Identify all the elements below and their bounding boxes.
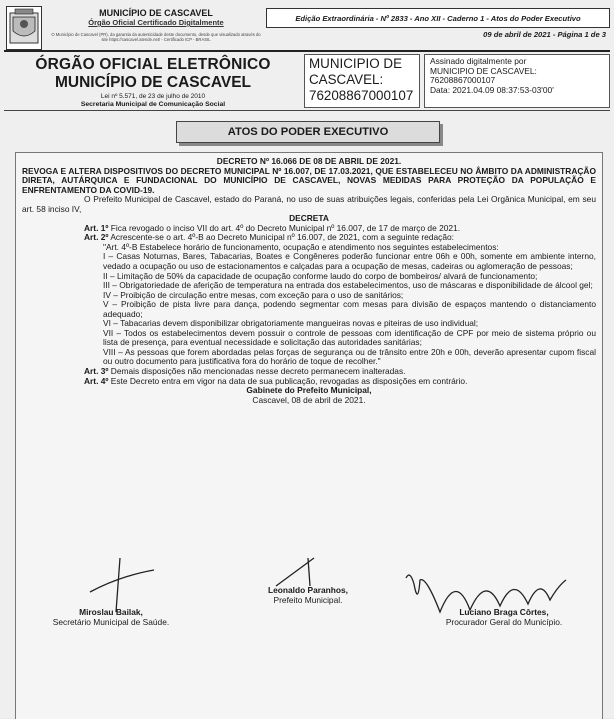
decreta-heading: DECRETA xyxy=(289,213,329,224)
article-text: Demais disposições não mencionadas nesse decreto permanecem inalteradas. xyxy=(110,366,406,377)
health-secretary-signature xyxy=(28,607,194,627)
inciso-item: IV – Proibição de circulação entre mesas, com exceção para o uso de sanitários; xyxy=(103,289,404,300)
inciso-item: III – Obrigatoriedade de aferição de temperatura na entrada dos estabelecimentos, uso de máscaras e disponibilidade de álcool gel; xyxy=(103,280,593,291)
orgao-title-line1: ÓRGÃO OFICIAL ELETRÔNICO xyxy=(35,56,271,73)
inciso-item: I – Casas Noturnas, Bares, Tabacarias, Boates e Congêneres poderão funcionar entre 06h e 00h, somente em ambiente interno, vedado a ocupação ou uso de estacionamentos e calçadas para a ocupação de mesas, cadeiras ou aglomeração de pessoas; xyxy=(103,251,596,272)
signature-line: 76208867000107 xyxy=(430,75,496,85)
inciso-item: VII – Todos os estabelecimentos devem possuir o controle de pessoas com identificação de CPF por meio de sistema próprio ou lista de presença, para eventual necessidade e solicitação das autoridades sanitárias; xyxy=(103,327,596,348)
section-title: ATOS DO PODER EXECUTIVO xyxy=(176,121,440,143)
edition-banner: Edição Extraordinária - Nº 2833 - Ano XII - Caderno 1 - Atos do Poder Executivo xyxy=(266,8,610,28)
article-text: Fica revogado o inciso VII do art. 4º do Decreto Municipal nº 16.007, de 17 de março de 2021. xyxy=(110,222,461,233)
signer-line: 76208867000107 xyxy=(309,88,414,103)
article-label: Art. 3º xyxy=(84,366,109,377)
signer-line: CASCAVEL: xyxy=(309,72,384,87)
law-reference: Lei nº 5.571, de 23 de julho de 2010 xyxy=(100,93,206,100)
city-coat-of-arms-icon xyxy=(6,6,42,50)
attorney-signature xyxy=(420,607,588,627)
inciso-item: VIII – As pessoas que forem abordadas pelas forças de segurança ou de trânsito entre 20h e 00h, deverão apresentar cupom fiscal ou outro documento para justificativa fora do horário de toque de recolher." xyxy=(103,346,596,367)
decree-preamble: O Prefeito Municipal de Cascavel, estado do Paraná, no uso de suas atribuições legais, conferidas pela Lei Orgânica Municipal, em seu art. 58 inciso IV, xyxy=(22,194,596,214)
signature-line: Data: 2021.04.09 08:37:53-03'00' xyxy=(430,84,554,95)
authenticity-note: O Município de Cascavel (PR), da garantia da autenticidade deste documento, desde que visualizado através do site https://cascavel.atende.net/ - Certificado ICP - BRASIL xyxy=(51,32,261,42)
decree-body xyxy=(22,157,596,405)
signatory-name: Miroslau Bailak, xyxy=(79,607,143,617)
municipality-name: MUNICÍPIO DE CASCAVEL xyxy=(99,8,213,18)
article-4b: "Art. 4º-B Estabelece horário de funcionamento, ocupação e atendimento nos seguintes estabelecimentos: xyxy=(103,241,499,252)
signature-line: Assinado digitalmente por xyxy=(430,56,527,66)
article-text: Acrescente-se o art. 4º-B ao Decreto Municipal nº 16.007, de 2021, com a seguinte redação: xyxy=(110,232,454,243)
signatory-role: Secretário Municipal de Saúde. xyxy=(52,617,170,627)
masthead-divider xyxy=(4,110,610,111)
place-date: Cascavel, 08 de abril de 2021. xyxy=(252,394,366,405)
header-divider xyxy=(4,50,610,52)
article-label: Art. 4º xyxy=(84,375,109,386)
mayor-signature xyxy=(226,585,390,605)
inciso-item: V – Proibição de pista livre para dança, podendo segmentar com mesas para divisão de espaços mantendo o distanciamento adequado; xyxy=(103,299,596,319)
decree-ementa: REVOGA E ALTERA DISPOSITIVOS DO DECRETO MUNICIPAL Nº 16.007, DE 17.03.2021, QUE ESTABELECEU NO ÂMBITO DA ADMINISTRAÇÃO DIRETA, AUTÁRQUICA E FUNDACIONAL DO MUNICÍPIO DE CASCAVEL, NOVAS MEDIDAS PARA PROTEÇÃO DA POPULAÇÃO E ENFRENTAMENTO DA COVID-19. xyxy=(22,165,596,195)
certified-link[interactable]: Órgão Oficial Certificado Digitalmente xyxy=(88,18,224,27)
orgao-title-line2: MUNICÍPIO DE CASCAVEL xyxy=(54,74,252,91)
article-label: Art. 2º xyxy=(84,232,109,243)
signer-line: MUNICIPIO DE xyxy=(309,56,402,71)
signatory-role: Prefeito Municipal. xyxy=(273,595,343,605)
inciso-item: VI – Tabacarias devem disponibilizar obrigatoriamente mangueiras novas e piteiras de uso individual; xyxy=(103,318,479,329)
decree-title: DECRETO Nº 16.066 DE 08 DE ABRIL DE 2021. xyxy=(216,156,402,166)
signatory-name: Leonaldo Paranhos, xyxy=(267,585,349,595)
gabinete-line: Gabinete do Prefeito Municipal, xyxy=(246,385,372,396)
masthead-left xyxy=(6,4,264,50)
inciso-item: II – Limitação de 50% da capacidade de ocupação conforme laudo do corpo de bombeiros/ alvará de funcionamento; xyxy=(103,270,538,281)
date-page-info: 09 de abril de 2021 - Página 1 de 3 xyxy=(483,30,606,39)
signatory-name: Luciano Braga Côrtes, xyxy=(459,607,549,617)
signature-line: MUNICIPIO DE CASCAVEL: xyxy=(430,65,537,76)
secretariat-name: Secretaria Municipal de Comunicação Social xyxy=(80,101,226,108)
digital-signature-box xyxy=(424,54,610,108)
municipality-signer-box xyxy=(304,54,420,108)
article-text: Este Decreto entra em vigor na data de sua publicação, revogadas as disposições em contrário. xyxy=(110,375,468,386)
article-label: Art. 1º xyxy=(84,222,109,233)
signatory-role: Procurador Geral do Município. xyxy=(445,617,563,627)
